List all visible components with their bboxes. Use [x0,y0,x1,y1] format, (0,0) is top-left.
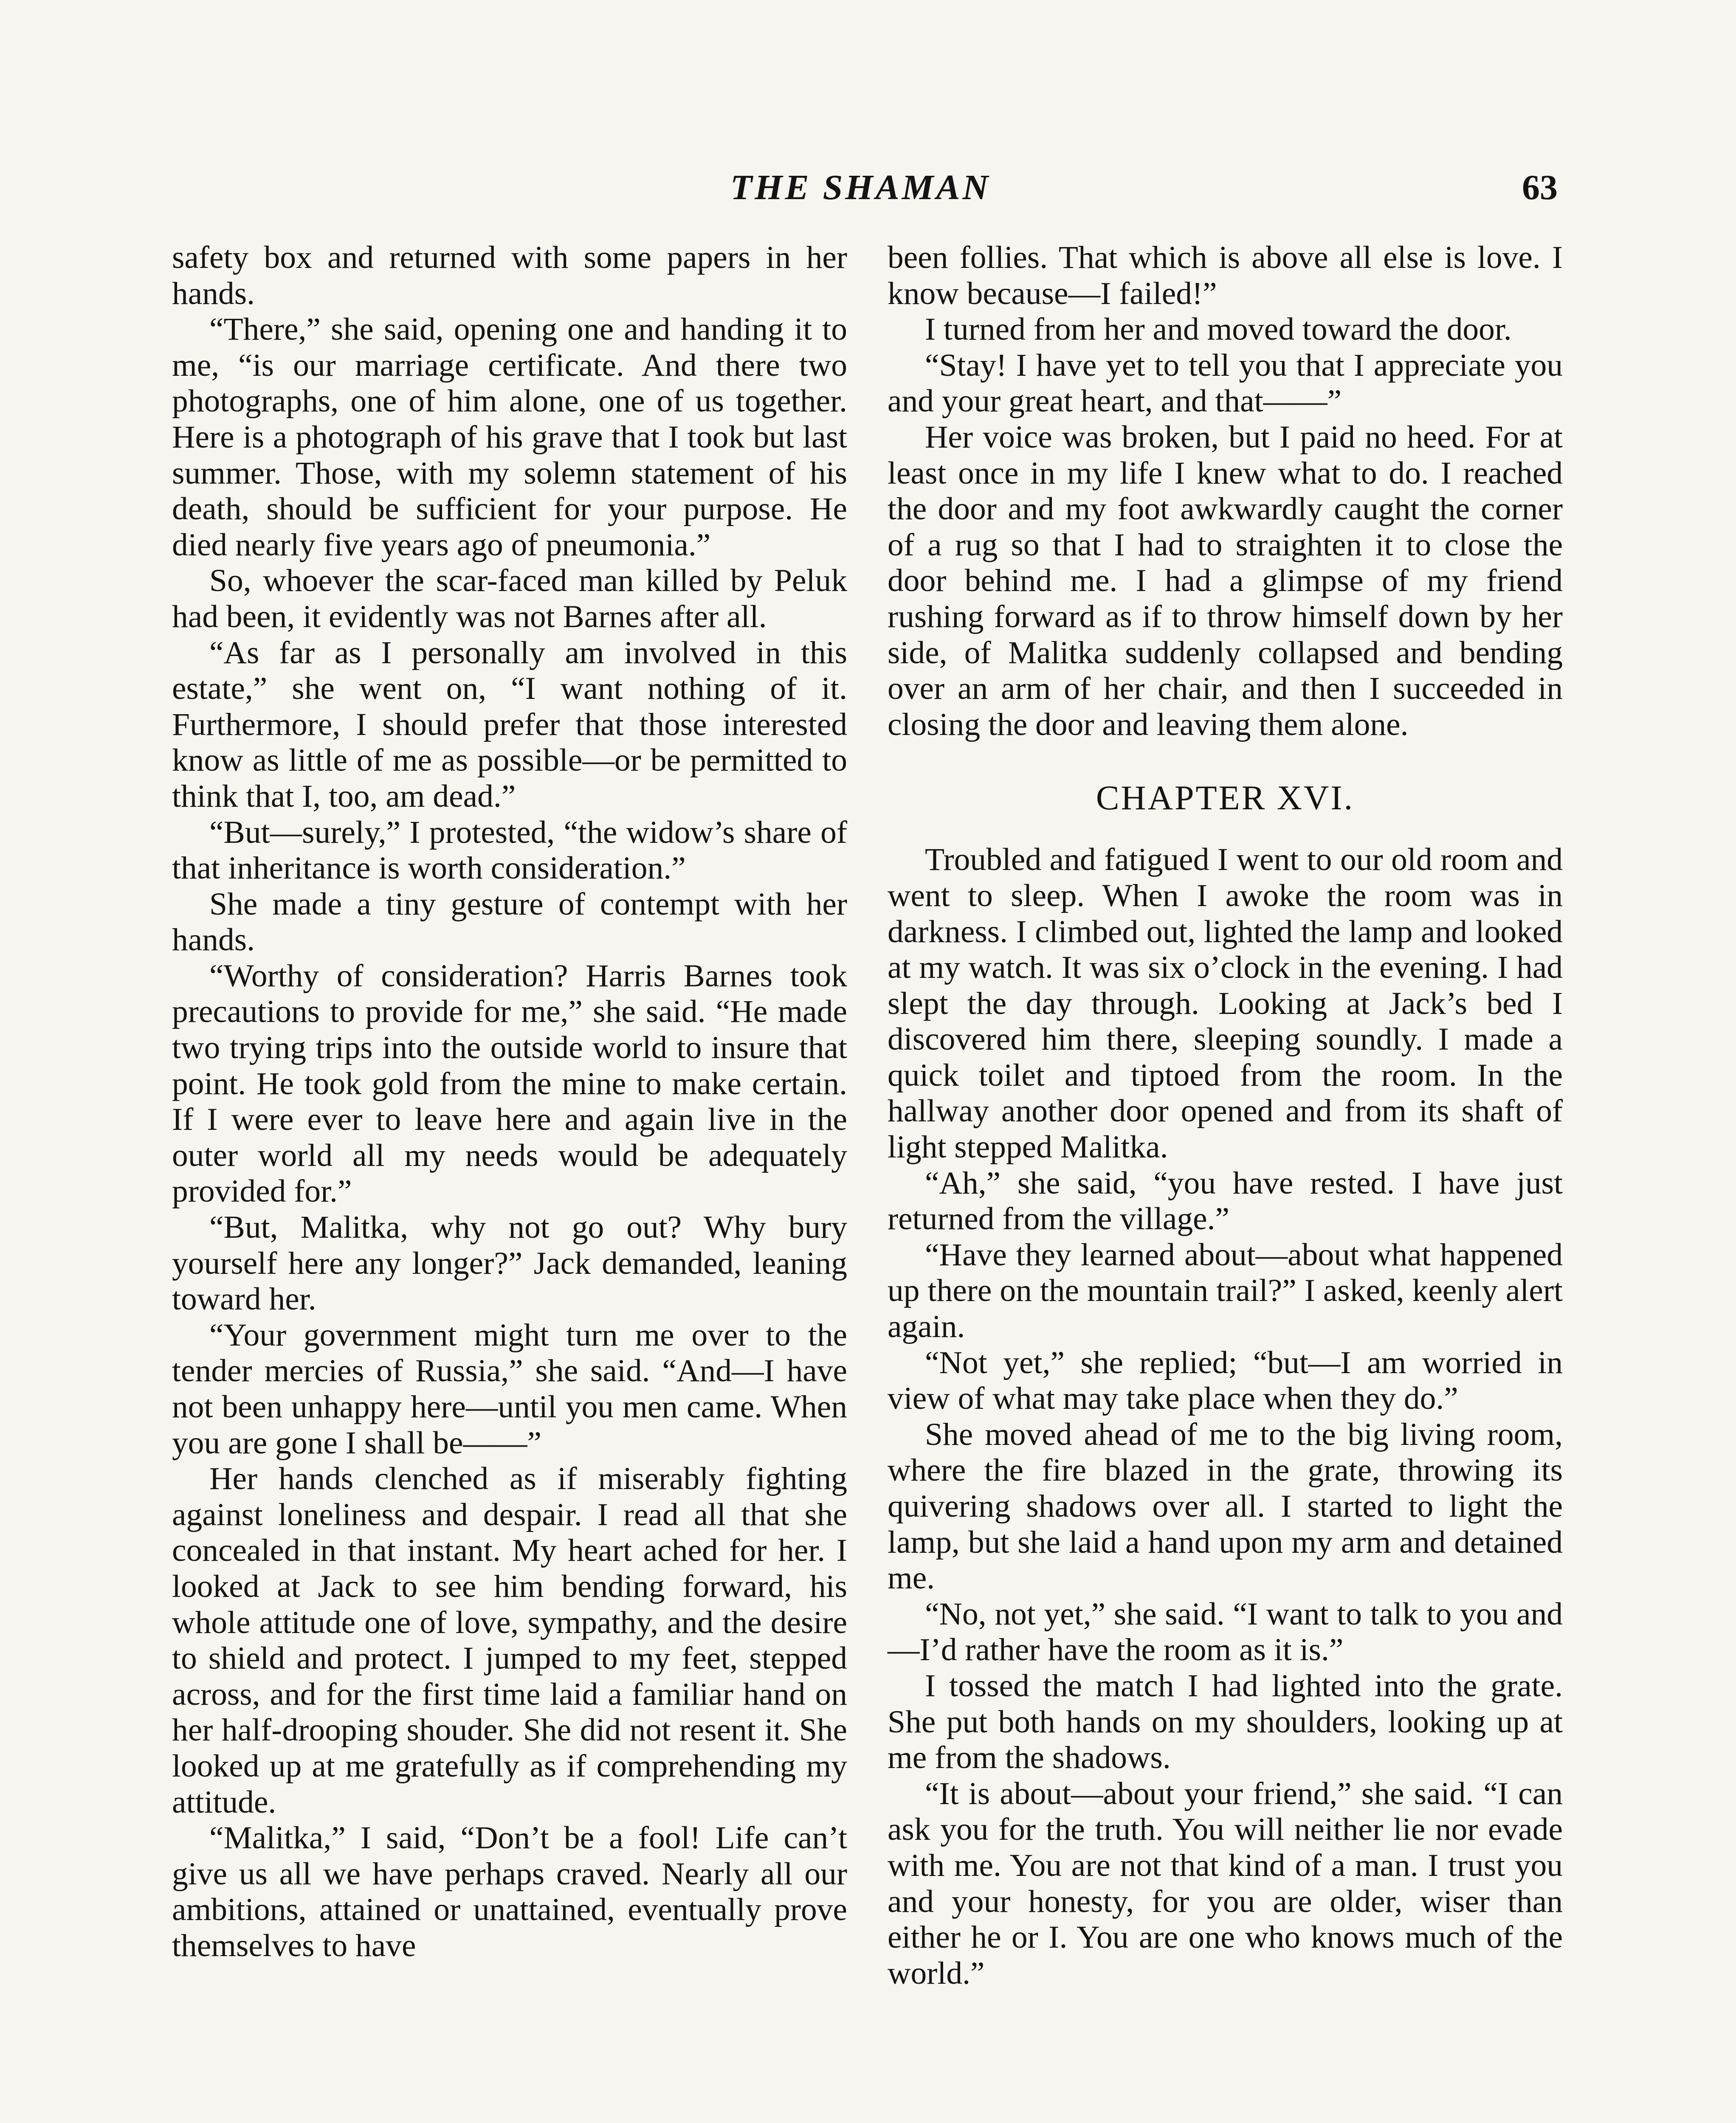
paragraph: “Worthy of consideration? Harris Barnes took precautions to provide for me,” she said. “He made two trying trips into the outside world to insure that point. He took gold from the mine to make certain. If I were ever to leave here and again live in the outer world all my needs would be adequately provided for.” [172,958,847,1209]
left-column [172,240,847,1964]
paragraph: She moved ahead of me to the big living room, where the fire blazed in the grate, throwing its quivering shadows over all. I started to light the lamp, but she laid a hand upon my arm and detained me. [888,1416,1563,1596]
page-header [0,158,1736,217]
paragraph: Troubled and fatigued I went to our old room and went to sleep. When I awoke the room was in darkness. I climbed out, lighted the lamp and looked at my watch. It was six o’clock in the evening. I had slept the day through. Looking at Jack’s bed I discovered him there, sleeping soundly. I made a quick toilet and tiptoed from the room. In the hallway another door opened and from its shaft of light stepped Malitka. [888,842,1563,1165]
paragraph: “Your government might turn me over to the tender mercies of Russia,” she said. “And—I have not been unhappy here—until you men came. When you are gone I shall be——” [172,1317,847,1461]
paragraph: “Have they learned about—about what happened up there on the mountain trail?” I asked, keenly alert again. [888,1237,1563,1345]
page-number: 63 [1522,168,1558,207]
paragraph: “But, Malitka, why not go out? Why bury yourself here any longer?” Jack demanded, leaning toward her. [172,1210,847,1317]
chapter-heading: CHAPTER XVI. [1096,778,1355,817]
running-title: THE SHAMAN [730,168,991,207]
paragraph: “There,” she said, opening one and handing it to me, “is our marriage certificate. And there two photographs, one of him alone, one of us together. Here is a photograph of his grave that I took but last summer. Those, with my solemn statement of his death, should be sufficient for your purpose. He died nearly five years ago of pneumonia.” [172,312,847,563]
paragraph: “Malitka,” I said, “Don’t be a fool! Life can’t give us all we have perhaps craved. Nearly all our ambitions, attained or unattained, eventually prove themselves to have [172,1820,847,1963]
paragraph: “Ah,” she said, “you have rested. I have just returned from the village.” [888,1165,1563,1237]
paragraph: “As far as I personally am involved in this estate,” she went on, “I want nothing of it. Furthermore, I should prefer that those interested know as little of me as possible—or be permitted to think that I, too, am dead.” [172,635,847,814]
paragraph: safety box and returned with some papers in her hands. [172,240,847,311]
paragraph: “But—surely,” I protested, “the widow’s share of that inheritance is worth consideration.” [172,814,847,886]
paragraph: been follies. That which is above all else is love. I know because—I failed!” [888,240,1563,311]
paragraph: “Stay! I have yet to tell you that I appreciate you and your great heart, and that——” [888,347,1563,419]
right-column [888,240,1563,1991]
paragraph: “Not yet,” she replied; “but—I am worried in view of what may take place when they do.” [888,1345,1563,1416]
paragraph: “It is about—about your friend,” she said. “I can ask you for the truth. You will neither lie nor evade with me. You are not that kind of a man. I trust you and your honesty, for you are older, wiser than either he or I. You are one who knows much of the world.” [888,1776,1563,1991]
paragraph: So, whoever the scar-faced man killed by Peluk had been, it evidently was not Barnes after all. [172,563,847,634]
paragraph: Her hands clenched as if miserably fighting against loneliness and despair. I read all that she concealed in that instant. My heart ached for her. I looked at Jack to see him bending forward, his whole attitude one of love, sympathy, and the desire to shield and protect. I jumped to my feet, stepped across, and for the first time laid a familiar hand on her half-drooping shouder. She did not resent it. She looked up at me gratefully as if comprehending my attitude. [172,1461,847,1820]
paragraph: She made a tiny gesture of contempt with her hands. [172,886,847,958]
paragraph: “No, not yet,” she said. “I want to talk to you and—I’d rather have the room as it is.” [888,1596,1563,1668]
paragraph: I tossed the match I had lighted into the grate. She put both hands on my shoulders, looking up at me from the shadows. [888,1668,1563,1776]
paragraph: Her voice was broken, but I paid no heed. For at least once in my life I knew what to do. I reached the door and my foot awkwardly caught the corner of a rug so that I had to straighten it to close the door behind me. I had a glimpse of my friend rushing forward as if to throw himself down by her side, of Malitka suddenly collapsed and bending over an arm of her chair, and then I succeeded in closing the door and leaving them alone. [888,419,1563,742]
paragraph: I turned from her and moved toward the door. [925,312,1512,347]
